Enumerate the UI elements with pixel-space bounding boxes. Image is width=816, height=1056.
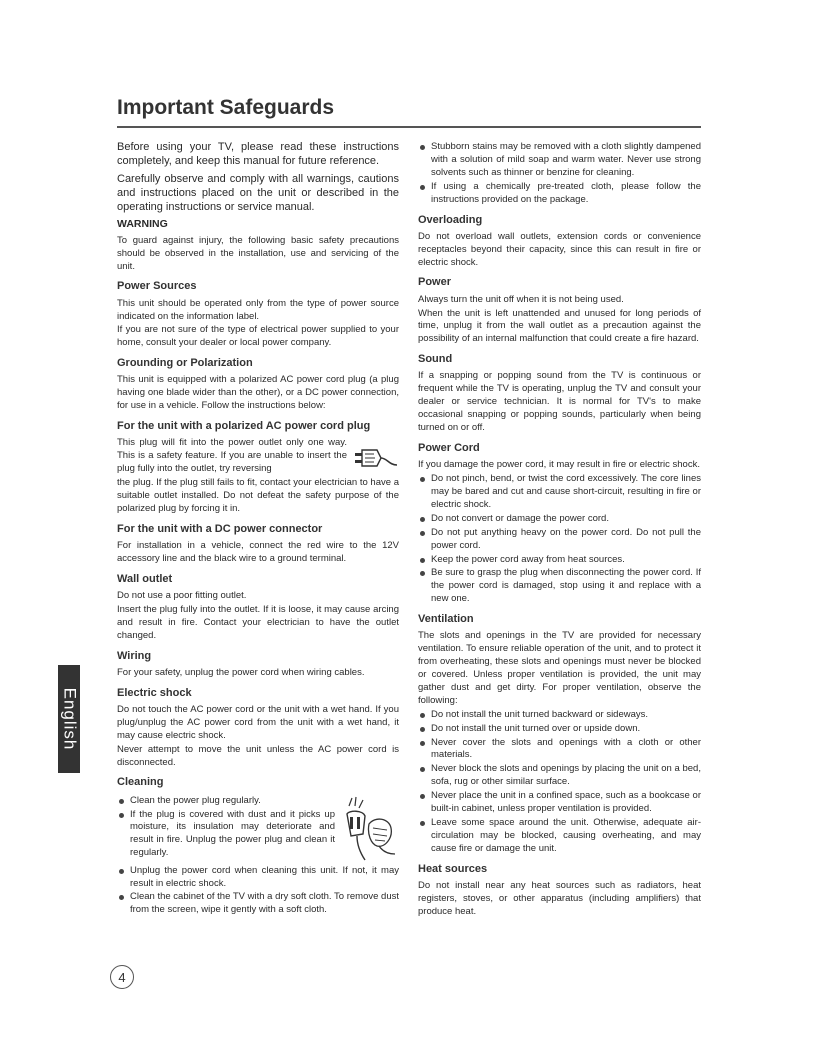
cleaning-row (117, 794, 399, 864)
ventilation-list (418, 709, 701, 856)
polarized-plug-row (117, 437, 399, 477)
list-item: Clean the power plug regularly. (117, 795, 335, 808)
wiring-heading: Wiring (117, 649, 152, 662)
page-title: Important Safeguards (117, 96, 335, 119)
title-divider (117, 126, 701, 128)
overloading-heading: Overloading (418, 213, 483, 226)
list-item: Do not install the unit turned over or upside down. (418, 723, 701, 736)
wall-outlet-text: Do not use a poor fitting outlet. (117, 590, 247, 601)
warning-text: To guard against injury, the following basic safety precautions should be observed in the installation, use and servicing of the unit. (117, 234, 399, 272)
cleaning-list (117, 865, 399, 918)
list-item: Never block the slots and openings by placing the unit on a bed, sofa, rug or other similar surface. (418, 763, 701, 789)
sound-text: If a snapping or popping sound from the TV is continuous or frequent while the TV is operating, unplug the TV and consult your dealer or service technician. It is normal for TV's to make occasional snapping or popping sounds, particularly when being turned on or off. (418, 370, 701, 434)
electric-shock-heading: Electric shock (117, 686, 192, 699)
warning-heading: WARNING (117, 218, 168, 231)
list-item: Do not install the unit turned backward or sideways. (418, 709, 701, 722)
language-tab-label: English (60, 687, 80, 751)
wall-outlet-text: Insert the plug fully into the outlet. If it is loose, it may cause arcing and result in fire. Contact your electrician to have the outlet changed. (117, 603, 399, 641)
list-item: Stubborn stains may be removed with a cloth slightly dampened with a solution of mild soap and warm water. Never use strong solvents such as thinner or benzine for cleaning. (418, 141, 701, 180)
heat-sources-heading: Heat sources (418, 862, 488, 875)
power-sources-text: If you are not sure of the type of electrical power supplied to your home, consult your dealer or local power company. (117, 324, 399, 349)
list-item: Unplug the power cord when cleaning this unit. If not, it may result in electric shock. (117, 865, 399, 891)
intro-paragraph: Carefully observe and comply with all warnings, cautions and instructions placed on the unit or described in the operating instructions or service manual. (117, 172, 399, 214)
stain-list (418, 141, 701, 207)
grounding-heading: Grounding or Polarization (117, 357, 253, 370)
list-item: Keep the power cord away from heat sources. (418, 554, 701, 567)
list-item: Do not convert or damage the power cord. (418, 513, 701, 526)
heat-sources-text: Do not install near any heat sources such as radiators, heat registers, stoves, or other apparatus (including amplifiers) that produce heat. (418, 879, 701, 917)
polarized-plug-text: the plug. If the plug still fails to fit, contact your electrician to have a suitable outlet installed. Do not defeat the safety purpose of the polarized plug by forcing it in. (117, 477, 399, 514)
sound-heading: Sound (418, 353, 453, 366)
power-text: When the unit is left unattended and unused for long periods of time, unplug it from the wall outlet as a precaution against the possibility of an internal malfunction that could create a fire hazard. (418, 307, 701, 345)
power-sources-text: This unit should be operated only from the type of power source indicated on the information label. (117, 297, 399, 322)
list-item: Never place the unit in a confined space, such as a bookcase or built-in cabinet, unless proper ventilation is provided. (418, 790, 701, 816)
intro-paragraph: Before using your TV, please read these instructions completely, and keep this manual for future reference. (117, 141, 399, 168)
grounding-text: This unit is equipped with a polarized AC power cord plug (a plug having one blade wider than the other), or a DC power connection, for use in a vehicle. Follow the instructions below: (117, 374, 399, 412)
wall-outlet-heading: Wall outlet (117, 572, 173, 585)
language-tab (58, 665, 80, 773)
dc-connector-heading: For the unit with a DC power connector (117, 522, 323, 535)
right-column (418, 140, 701, 920)
electric-shock-text: Do not touch the AC power cord or the unit with a wet hand. If you plug/unplug the AC power cord from the unit with a wet hand, it may cause electric shock. (117, 703, 399, 741)
power-sources-heading: Power Sources (117, 280, 197, 293)
list-item: Do not pinch, bend, or twist the cord excessively. The core lines may be bared and cut and cause short-circuit, resulting in fire or electric shock. (418, 473, 701, 512)
dc-connector-text: For installation in a vehicle, connect the red wire to the 12V accessory line and the black wire to a ground terminal. (117, 540, 399, 564)
list-item: If using a chemically pre-treated cloth, please follow the instructions provided on the package. (418, 181, 701, 207)
power-text: Always turn the unit off when it is not being used. (418, 293, 624, 305)
power-cord-heading: Power Cord (418, 441, 480, 454)
list-item: Never cover the slots and openings with a cloth or other materials. (418, 737, 701, 763)
wiring-text: For your safety, unplug the power cord when wiring cables. (117, 666, 365, 678)
power-heading: Power (418, 276, 452, 289)
cleaning-plug-illustration (339, 794, 399, 864)
list-item: Do not put anything heavy on the power cord. Do not pull the power cord. (418, 527, 701, 553)
cleaning-heading: Cleaning (117, 776, 164, 789)
ventilation-heading: Ventilation (418, 613, 474, 626)
electric-shock-text: Never attempt to move the unit unless the AC power cord is disconnected. (117, 743, 399, 768)
power-cord-list (418, 473, 701, 606)
overloading-text: Do not overload wall outlets, extension cords or convenience receptacles beyond their capacity, since this can result in fire or electric shock. (418, 230, 701, 268)
cleaning-list (117, 795, 335, 862)
left-column (117, 140, 399, 919)
page-number: 4 (110, 965, 134, 989)
polarized-plug-text: This plug will fit into the power outlet only one way. This is a safety feature. If you are unable to insert the plug fully into the outlet, try reversing (117, 437, 347, 475)
ventilation-text: The slots and openings in the TV are provided for necessary ventilation. To ensure reliable operation of the unit, and to protect it from overheating, these slots and openings must never be blocked or covered. Unless proper ventilation is provided, the unit may gather dust and get dirty. For proper ventilation, observe the following: (418, 630, 701, 706)
list-item: Leave some space around the unit. Otherwise, adequate air-circulation may be blocked, causing overheating, and may cause fire or damage the unit. (418, 817, 701, 856)
power-cord-text: If you damage the power cord, it may result in fire or electric shock. (418, 459, 700, 471)
plug-illustration (353, 445, 399, 473)
list-item: Clean the cabinet of the TV with a dry soft cloth. To remove dust from the screen, wipe it gently with a soft cloth. (117, 891, 399, 917)
list-item: Be sure to grasp the plug when disconnecting the power cord. If the power cord is damaged, stop using it and replace with a new one. (418, 567, 701, 606)
list-item: If the plug is covered with dust and it picks up moisture, its insulation may deteriorate and result in fire. Unplug the power plug and clean it regularly. (117, 809, 335, 861)
polarized-plug-heading: For the unit with a polarized AC power cord plug (117, 420, 371, 433)
